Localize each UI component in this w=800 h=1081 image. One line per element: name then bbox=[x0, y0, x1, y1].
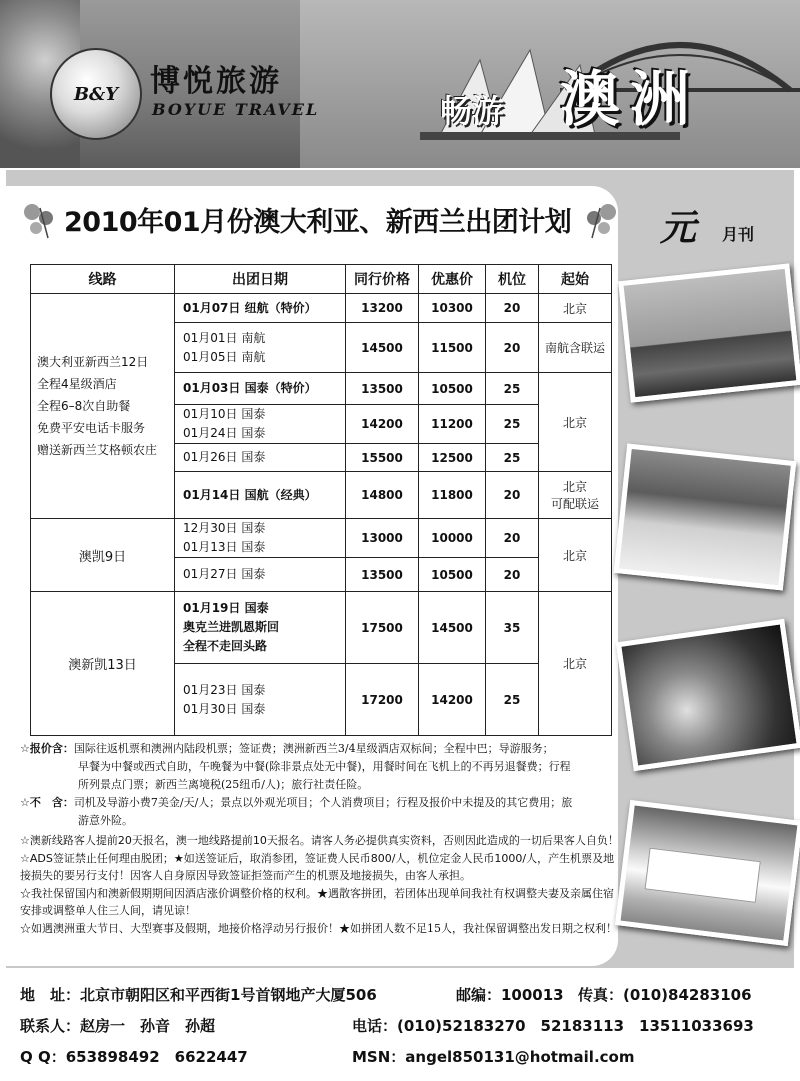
table-row bbox=[31, 294, 612, 323]
seats: 35 bbox=[486, 592, 539, 664]
peer-price: 13000 bbox=[346, 519, 419, 558]
route-line: 赠送新西兰艾格顿农庄 bbox=[37, 443, 158, 457]
route-cell: 澳凯9日 bbox=[31, 519, 175, 592]
table-row bbox=[31, 519, 612, 558]
peer-price: 17500 bbox=[346, 592, 419, 664]
date-line: 01月26日 国泰 bbox=[183, 450, 266, 464]
date-cell bbox=[175, 519, 346, 558]
note-label: 不 含： bbox=[29, 796, 74, 809]
date-cell bbox=[175, 558, 346, 592]
date-line: 01月19日 国泰 bbox=[183, 601, 269, 615]
origin: 北京 bbox=[539, 294, 612, 323]
promo-price: 11500 bbox=[419, 323, 486, 373]
brand-name-en: BOYUE TRAVEL bbox=[152, 100, 320, 119]
header-banner bbox=[0, 0, 800, 168]
date-cell bbox=[175, 405, 346, 444]
flower-ornament-icon bbox=[578, 198, 622, 242]
promo-price: 10000 bbox=[419, 519, 486, 558]
col-route: 线路 bbox=[31, 265, 175, 294]
date-cell bbox=[175, 294, 346, 323]
promo-price: 11200 bbox=[419, 405, 486, 444]
seats: 25 bbox=[486, 444, 539, 472]
origin-line: 北京 bbox=[562, 480, 587, 494]
star-bullet-icon: ☆ bbox=[20, 922, 31, 935]
date-line: 01月07日 纽航（特价） bbox=[183, 300, 317, 315]
promo-price: 10300 bbox=[419, 294, 486, 323]
seats: 20 bbox=[486, 558, 539, 592]
promo-price: 11800 bbox=[419, 472, 486, 519]
promo-price: 14200 bbox=[419, 664, 486, 736]
col-dates: 出团日期 bbox=[175, 265, 346, 294]
logo-text: B&Y bbox=[73, 83, 119, 105]
seats: 25 bbox=[486, 664, 539, 736]
page-title: 2010年01月份澳大利亚、新西兰出团计划 bbox=[64, 207, 572, 238]
date-line: 全程不走回头路 bbox=[183, 639, 268, 653]
star-bullet-icon: ☆ bbox=[20, 796, 30, 809]
promo-price: 12500 bbox=[419, 444, 486, 472]
star-bullet-icon: ☆ bbox=[20, 852, 30, 865]
date-cell bbox=[175, 373, 346, 405]
note-pricing-rights bbox=[20, 885, 620, 919]
note-visa bbox=[20, 850, 620, 884]
phone: 电话：(010)52183270 52183113 13511033693 bbox=[352, 1017, 754, 1035]
origin bbox=[539, 472, 612, 519]
date-line: 01月24日 国泰 bbox=[183, 426, 266, 440]
date-line: 01月03日 国泰（特价） bbox=[183, 381, 317, 395]
date-line: 01月13日 国泰 bbox=[183, 540, 266, 554]
brand-name-cn: 博悦旅游 bbox=[150, 64, 282, 99]
peer-price: 14200 bbox=[346, 405, 419, 444]
col-promo-price: 优惠价 bbox=[419, 265, 486, 294]
date-line: 01月30日 国泰 bbox=[183, 701, 266, 716]
date-line: 01月23日 国泰 bbox=[183, 682, 266, 697]
terms-notes bbox=[20, 740, 620, 938]
route-line: 澳大利亚新西兰12日 bbox=[37, 355, 149, 369]
contacts: 联系人：赵房一 孙音 孙超 bbox=[20, 1017, 216, 1035]
note-text: 所列景点门票；新西兰离境税(25纽币/人)；旅行社责任险。 bbox=[78, 778, 369, 791]
contact-footer bbox=[0, 970, 800, 1081]
flower-ornament-icon bbox=[18, 198, 62, 242]
note-text: 澳新线路客人提前20天报名，澳一地线路提前10天报名。请客人务必提供真实资料，否则因此造成的一切后果客人自负！ bbox=[29, 834, 619, 847]
origin-line: 可配联运 bbox=[550, 497, 599, 511]
date-cell bbox=[175, 323, 346, 373]
date-line: 12月30日 国泰 bbox=[183, 521, 266, 535]
peer-price: 13500 bbox=[346, 558, 419, 592]
sydney-skyline-photo bbox=[618, 263, 800, 402]
peer-price: 14800 bbox=[346, 472, 419, 519]
note-includes bbox=[20, 740, 620, 757]
date-line: 01月27日 国泰 bbox=[183, 567, 266, 581]
peer-price: 13200 bbox=[346, 294, 419, 323]
origin: 北京 bbox=[539, 592, 612, 736]
building-shape bbox=[645, 848, 761, 903]
seats: 25 bbox=[486, 373, 539, 405]
note-excludes bbox=[20, 794, 620, 811]
msn: MSN：angel850131@hotmail.com bbox=[352, 1048, 635, 1066]
peer-price: 13500 bbox=[346, 373, 419, 405]
seats: 20 bbox=[486, 519, 539, 558]
date-cell bbox=[175, 664, 346, 736]
origin: 北京 bbox=[539, 373, 612, 472]
route-line: 全程6–8次自助餐 bbox=[37, 399, 131, 413]
promo-price: 10500 bbox=[419, 373, 486, 405]
note-text: 我社保留国内和澳新假期期间因酒店涨价调整价格的权利。★遇散客拼团，若团体出现单间我社有权调整夫妻及亲属住宿安排或调整单人住三人间，请见谅！ bbox=[20, 887, 614, 917]
origin: 北京 bbox=[539, 519, 612, 592]
note-text: 游意外险。 bbox=[78, 814, 133, 827]
issue-label: 月刊 bbox=[722, 225, 755, 244]
date-line: 01月05日 南航 bbox=[183, 349, 266, 364]
coral-reef-photo bbox=[616, 619, 800, 771]
seats: 20 bbox=[486, 323, 539, 373]
table-header-row bbox=[31, 265, 612, 294]
col-seats: 机位 bbox=[486, 265, 539, 294]
route-cell bbox=[31, 294, 175, 519]
seats: 20 bbox=[486, 294, 539, 323]
promo-price: 14500 bbox=[419, 592, 486, 664]
date-cell bbox=[175, 592, 346, 664]
promo-price: 10500 bbox=[419, 558, 486, 592]
date-line: 01月14日 国航（经典） bbox=[183, 487, 317, 502]
parliament-building-photo bbox=[615, 800, 800, 946]
seats: 20 bbox=[486, 472, 539, 519]
star-bullet-icon: ☆ bbox=[20, 742, 30, 755]
col-peer-price: 同行价格 bbox=[346, 265, 419, 294]
tour-schedule-table bbox=[30, 264, 612, 736]
note-holidays bbox=[20, 920, 620, 937]
address: 地 址：北京市朝阳区和平西街1号首钢地产大厦506 bbox=[20, 986, 377, 1004]
note-text: 如遇澳洲重大节日、大型赛事及假期，地接价格浮动另行报价！★如拼团人数不足15人，我社保留调整出发日期之权利！ bbox=[31, 922, 617, 935]
note-text: 司机及导游小费7美金/天/人；景点以外观光项目；个人消费项目；行程及报价中未提及的其它费用；旅 bbox=[73, 796, 573, 809]
note-text: 国际往返机票和澳洲内陆段机票；签证费；澳洲新西兰3/4星级酒店双标间；全程中巴；导游服务； bbox=[73, 742, 554, 755]
note-label: 报价含： bbox=[29, 742, 74, 755]
slogan-big: 澳洲 bbox=[560, 65, 700, 135]
note-text: 早餐为中餐或西式自助，午晚餐为中餐(除非景点处无中餐)，用餐时间在飞机上的不再另退餐费；行程 bbox=[78, 760, 571, 773]
route-line: 全程4星级酒店 bbox=[37, 377, 117, 391]
route-line: 免费平安电话卡服务 bbox=[37, 421, 146, 435]
date-line: 奥克兰进凯恩斯回 bbox=[183, 620, 280, 634]
date-cell bbox=[175, 444, 346, 472]
table-row bbox=[31, 592, 612, 664]
route-cell: 澳新凯13日 bbox=[31, 592, 175, 736]
seats: 25 bbox=[486, 405, 539, 444]
note-text: 因客人自身原因导致签证拒签而产生的机票及地接损失，由客人承担。 bbox=[130, 869, 471, 882]
date-line: 01月01日 南航 bbox=[183, 330, 266, 345]
date-cell bbox=[175, 472, 346, 519]
qq: Q Q：653898492 6622447 bbox=[20, 1048, 248, 1066]
issue-char: 元 bbox=[660, 207, 697, 249]
peer-price: 15500 bbox=[346, 444, 419, 472]
note-text: ADS签证禁止任何理由脱团；★如送签证后，取消参团，签证费人民币800/人，机位定金人民币1000/人，产生机票及地接损失的要另行支付！ bbox=[20, 852, 615, 882]
date-line: 01月10日 国泰 bbox=[183, 407, 266, 421]
kangaroo-field-photo bbox=[614, 443, 797, 590]
col-origin: 起始 bbox=[539, 265, 612, 294]
peer-price: 14500 bbox=[346, 323, 419, 373]
postcode: 邮编：100013 bbox=[456, 986, 564, 1004]
origin: 南航含联运 bbox=[539, 323, 612, 373]
fax: 传真：(010)84283106 bbox=[578, 986, 752, 1004]
star-bullet-icon: ☆ bbox=[20, 834, 30, 847]
company-logo bbox=[50, 48, 142, 140]
star-bullet-icon: ☆ bbox=[20, 887, 31, 900]
slogan-small: 畅游 bbox=[440, 92, 505, 130]
peer-price: 17200 bbox=[346, 664, 419, 736]
note-registration bbox=[20, 832, 620, 849]
